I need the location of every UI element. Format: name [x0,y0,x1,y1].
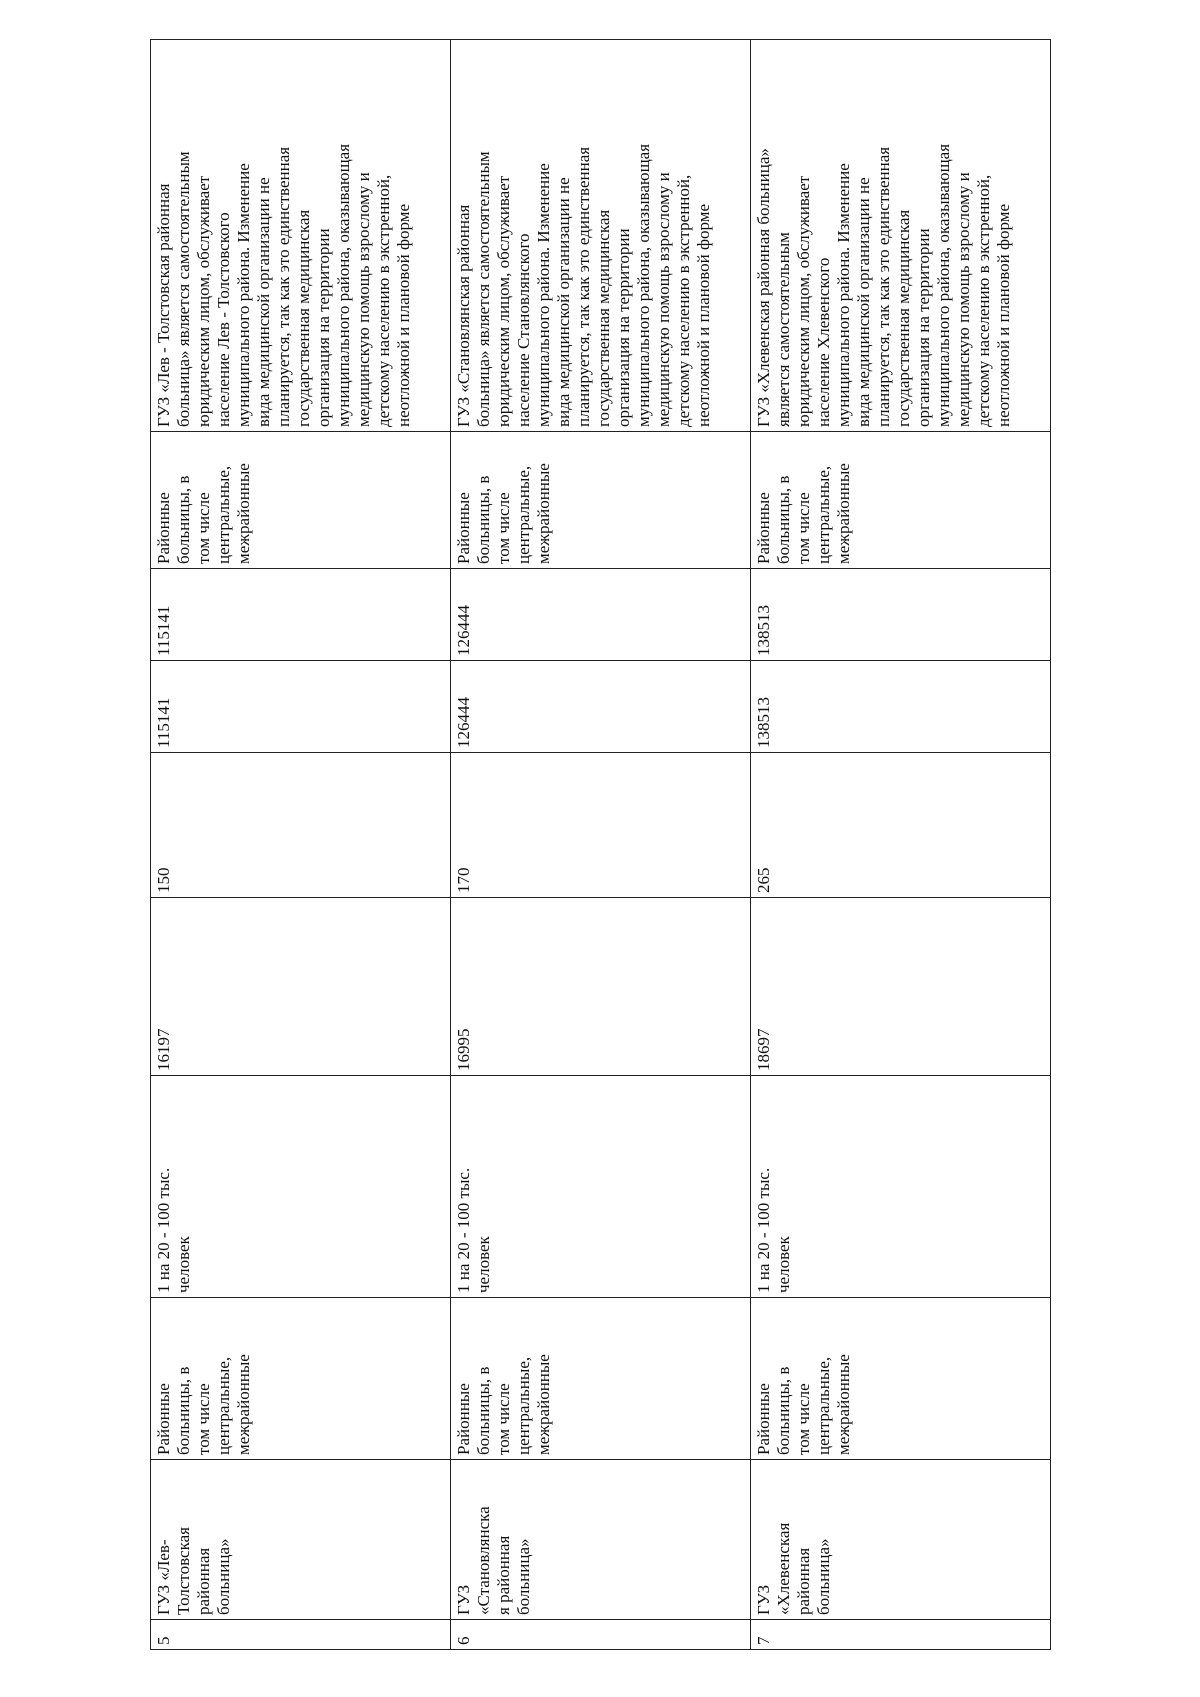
row-number [751,1620,1051,1650]
value-a [751,661,1051,753]
rationale-note-line: муниципального района. Изменение [534,163,553,427]
population-count [151,898,451,1076]
organization-type-repeat-line: больницы, в [474,475,493,564]
rationale-note-line: государственная медицинская [294,209,313,427]
rationale-note-line: больница» является самостоятельным [174,151,193,427]
value-b-text: 138513 [754,605,773,656]
organization-name-line: я районная [494,1535,513,1615]
value-b [151,569,451,661]
value-b-text: 115141 [154,605,173,656]
organization-type-repeat-line: том числе [494,492,513,564]
row-number [451,1620,751,1650]
organization-type-line: больницы, в [174,1366,193,1455]
service-norm-line: 1 на 20 - 100 тыс. [154,1167,173,1293]
population-count-text: 16197 [154,1028,173,1071]
rationale-note-line: муниципального района, оказывающая [334,143,353,427]
organization-type-repeat [151,432,451,569]
rationale-note-line: население Хлевенского [814,257,833,427]
service-norm-line: человек [774,1236,793,1293]
rationale-note-line: вида медицинской организации не [854,177,873,427]
rationale-note-line: ГУЗ «Лев - Толстовская районная [154,183,173,427]
value-a [151,661,451,753]
population-count-text: 18697 [754,1028,773,1071]
organization-type [151,1298,451,1460]
organization-name-line: Толстовская [174,1527,193,1615]
bed-count-text: 170 [454,867,473,893]
organization-type-line: межрайонные [234,1354,253,1455]
organization-type-repeat-line: центральные, [814,465,833,564]
organization-name-line: больница» [814,1538,833,1615]
rationale-note-line: муниципального района, оказывающая [934,143,953,427]
rotated-page [150,40,1050,1650]
rationale-note-line: планируется, так как это единственная [874,146,893,427]
bed-count [751,753,1051,898]
rationale-note-line: планируется, так как это единственная [274,146,293,427]
organization-type [451,1298,751,1460]
rationale-note [751,40,1051,432]
organization-type-line: центральные, [514,1356,533,1455]
rationale-note-line: неотложной и плановой форме [694,203,713,427]
organization-type-repeat [451,432,751,569]
row-number [151,1620,451,1650]
rationale-note-line: население Становлянского [514,233,533,427]
value-b [451,569,751,661]
rationale-note-line: юридическим лицом, обслуживает [494,175,513,427]
value-a-text: 138513 [754,697,773,748]
rationale-note-line: муниципального района. Изменение [234,163,253,427]
rationale-note [151,40,451,432]
organization-type-repeat-line: Районные [154,492,173,564]
population-count-text: 16995 [454,1028,473,1071]
table-row [451,40,751,1650]
rationale-note-line: государственная медицинская [894,209,913,427]
organization-type-repeat-line: том числе [194,492,213,564]
rationale-note-line: вида медицинской организации не [254,177,273,427]
population-count [751,898,1051,1076]
rationale-note-line: юридическим лицом, обслуживает [194,175,213,427]
service-norm-line: человек [174,1236,193,1293]
rationale-note-line: медицинскую помощь взрослому и [354,172,373,427]
organization-name-line: ГУЗ [454,1584,473,1615]
table-row [151,40,451,1650]
rationale-note-line: организация на территории [914,228,933,427]
rationale-note-line: неотложной и плановой форме [994,203,1013,427]
organization-name-line: «Хлевенская [774,1522,793,1615]
rationale-note-line: ГУЗ «Становлянская районная [454,204,473,427]
value-a-text: 115141 [154,697,173,748]
organization-name-line: «Становлянска [474,1506,493,1615]
value-b [751,569,1051,661]
organization-name-line: ГУЗ «Лев- [154,1539,173,1615]
rationale-note-line: организация на территории [314,228,333,427]
bed-count [451,753,751,898]
organization-type-line: центральные, [814,1356,833,1455]
organization-type-repeat-line: больницы, в [774,475,793,564]
rationale-note-line: организация на территории [614,228,633,427]
rationale-note-line: планируется, так как это единственная [574,146,593,427]
bed-count-text: 150 [154,867,173,893]
organization-type-line: Районные [154,1383,173,1455]
organization-name-line: районная [794,1547,813,1615]
service-norm [451,1076,751,1298]
organization-name [151,1460,451,1620]
rationale-note [451,40,751,432]
service-norm-line: 1 на 20 - 100 тыс. [754,1167,773,1293]
rationale-note-line: является самостоятельным [774,232,793,427]
rationale-note-line: больница» является самостоятельным [474,151,493,427]
rationale-note-line: детскому населению в экстренной, [374,174,393,427]
service-norm [151,1076,451,1298]
organization-type-line: том числе [794,1383,813,1455]
row-number-text: 5 [154,1636,173,1645]
rationale-note-line: муниципального района, оказывающая [634,143,653,427]
rationale-note-line: неотложной и плановой форме [394,203,413,427]
table-row [751,40,1051,1650]
rationale-note-line: детскому населению в экстренной, [974,174,993,427]
bed-count [151,753,451,898]
rationale-note-line: медицинскую помощь взрослому и [954,172,973,427]
organization-name-line: районная [194,1547,213,1615]
organization-type-repeat-line: том числе [794,492,813,564]
organization-name-line: больница» [214,1538,233,1615]
organization-type-repeat-line: центральные, [214,465,233,564]
rationale-note-line: детскому населению в экстренной, [674,174,693,427]
value-a [451,661,751,753]
organization-type-line: центральные, [214,1356,233,1455]
rationale-note-line: юридическим лицом, обслуживает [794,175,813,427]
service-norm-line: 1 на 20 - 100 тыс. [454,1167,473,1293]
service-norm-line: человек [474,1236,493,1293]
value-a-text: 126444 [454,697,473,748]
organization-type-line: том числе [194,1383,213,1455]
table-body [151,40,1051,1650]
row-number-text: 6 [454,1636,473,1645]
value-b-text: 126444 [454,605,473,656]
organization-type-line: межрайонные [834,1354,853,1455]
organization-name-line: больница» [514,1538,533,1615]
organization-type-repeat-line: Районные [454,492,473,564]
organization-type-line: том числе [494,1383,513,1455]
rationale-note-line: муниципального района. Изменение [834,163,853,427]
organization-name-line: ГУЗ [754,1584,773,1615]
organization-type-line: межрайонные [534,1354,553,1455]
organization-type-repeat-line: межрайонные [534,463,553,564]
rationale-note-line: государственная медицинская [594,209,613,427]
organization-type-repeat-line: больницы, в [174,475,193,564]
organization-type-line: Районные [454,1383,473,1455]
organization-type [751,1298,1051,1460]
organization-type-repeat-line: межрайонные [234,463,253,564]
organization-type-line: больницы, в [774,1366,793,1455]
rationale-note-line: ГУЗ «Хлевенская районная больница» [754,148,773,427]
bed-count-text: 265 [754,867,773,893]
row-number-text: 7 [754,1636,773,1645]
organization-type-repeat-line: центральные, [514,465,533,564]
organization-type-line: Районные [754,1383,773,1455]
service-norm [751,1076,1051,1298]
rationale-note-line: вида медицинской организации не [554,177,573,427]
organization-name [451,1460,751,1620]
organization-type-repeat-line: межрайонные [834,463,853,564]
hospital-table [150,39,1051,1650]
rationale-note-line: население Лев - Толстовского [214,212,233,427]
organization-type-repeat [751,432,1051,569]
organization-type-repeat-line: Районные [754,492,773,564]
rationale-note-line: медицинскую помощь взрослому и [654,172,673,427]
population-count [451,898,751,1076]
organization-type-line: больницы, в [474,1366,493,1455]
organization-name [751,1460,1051,1620]
